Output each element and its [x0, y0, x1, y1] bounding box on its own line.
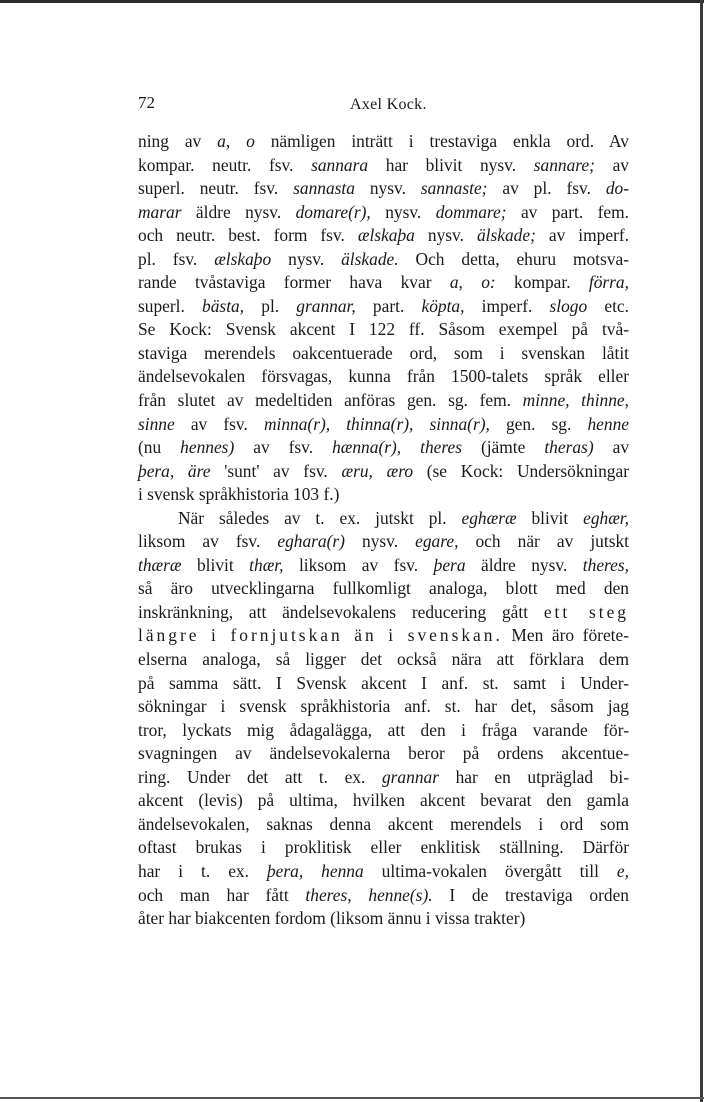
text-run: (se Kock: Undersökningar — [413, 460, 629, 481]
text-run: gen. sg. — [489, 413, 588, 434]
text-line — [138, 365, 629, 389]
text-run: etc. — [587, 295, 629, 316]
italic-term: sannasta — [293, 178, 355, 199]
spaced-emphasis: ett steg — [543, 601, 630, 622]
italic-term: domare(r), — [295, 201, 371, 222]
text-line — [138, 154, 629, 178]
italic-term: minne, thinne, — [522, 390, 630, 411]
text-run: ändelsevokalen försvagas, kunna från 1500-talets språk eller — [138, 366, 629, 387]
text-line — [138, 295, 629, 319]
italic-term: æru, æro — [341, 460, 414, 481]
text-line — [138, 224, 629, 248]
text-run: av part. fem. — [506, 201, 629, 222]
text-run: har blivit nysv. — [368, 154, 534, 175]
text-run: staviga merendels oakcentuerade ord, som i svenskan låtit — [138, 342, 629, 363]
text-run: svagningen av ändelsevokalerna beror på ordens akcentue- — [138, 743, 629, 764]
text-line — [138, 836, 629, 860]
italic-term: sannare; — [533, 154, 595, 175]
text-run: nysv. — [271, 248, 342, 269]
italic-term: grannar — [381, 766, 439, 787]
text-line — [138, 460, 629, 484]
italic-term: ælskaþa — [357, 225, 415, 246]
text-line — [138, 907, 629, 931]
text-line — [138, 130, 629, 154]
text-run: på samma sätt. I Svensk akcent I anf. st. samt i Under- — [138, 672, 629, 693]
text-run: av — [594, 154, 629, 175]
italic-term: eghær, — [583, 507, 629, 528]
italic-term: bästa, — [202, 295, 245, 316]
italic-term: minna(r), thinna(r), sinna(r), — [263, 413, 490, 434]
text-line — [138, 554, 629, 578]
text-line — [138, 695, 629, 719]
text-run: sökningar i svensk språkhistoria anf. st. har det, såsom jag — [138, 696, 629, 717]
italic-term: köpta, — [421, 295, 465, 316]
text-run: kompar. neutr. fsv. — [138, 154, 312, 175]
running-head: Axel Kock. — [350, 96, 427, 113]
text-run: av pl. fsv. — [487, 178, 606, 199]
text-line — [138, 436, 629, 460]
text-run: har en utpräglad bi- — [438, 766, 629, 787]
italic-term: a, o: — [449, 272, 496, 293]
text-line — [138, 530, 629, 554]
text-run: nysv. — [354, 178, 421, 199]
page-bottom-border — [0, 1097, 704, 1099]
text-line — [138, 601, 629, 625]
text-line — [138, 318, 629, 342]
text-run: nysv. — [414, 225, 477, 246]
text-line — [138, 271, 629, 295]
page-top-border — [0, 0, 704, 3]
text-run: från slutet av medeltiden anföras gen. sg. fem. — [138, 390, 523, 411]
text-line — [138, 483, 629, 507]
italic-term: älskade; — [476, 225, 536, 246]
text-run: akcent (levis) på ultima, hvilken akcent bevarat den gamla — [138, 790, 629, 811]
italic-term: sannaste; — [420, 178, 488, 199]
paragraph — [138, 507, 629, 931]
text-run: superl. neutr. fsv. — [138, 178, 294, 199]
italic-term: sinne — [138, 413, 175, 434]
text-run: liksom av fsv. — [283, 554, 434, 575]
paragraph — [138, 130, 629, 507]
italic-term: ælskaþo — [214, 248, 272, 269]
italic-term: hennes) — [180, 437, 235, 458]
text-run: ring. Under det att t. ex. — [138, 766, 382, 787]
text-line — [138, 719, 629, 743]
text-line — [138, 177, 629, 201]
text-line — [138, 342, 629, 366]
text-run: nysv. — [370, 201, 436, 222]
text-run: part. — [355, 295, 422, 316]
text-run: När således av t. ex. jutskt pl. — [178, 507, 462, 528]
text-run: tror, lyckats mig ådagalägga, att den i fråga varande för- — [138, 719, 629, 740]
text-run: pl. fsv. — [138, 248, 215, 269]
text-run: , — [225, 131, 247, 151]
text-run: har i t. ex. — [138, 860, 267, 881]
italic-term: eghæræ — [461, 507, 517, 528]
italic-term: þera, äre — [138, 460, 211, 481]
spaced-emphasis: längre i fornjutskan än i svenskan. — [138, 625, 503, 646]
text-line — [138, 248, 629, 272]
text-run: nysv. — [344, 531, 416, 552]
italic-term: grannar, — [296, 295, 356, 316]
text-run: liksom av fsv. — [138, 531, 278, 552]
text-line — [138, 672, 629, 696]
text-run: I de trestaviga orden — [432, 884, 629, 905]
text-run: nämligen inträtt i trestaviga enkla ord. Av — [254, 131, 629, 151]
italic-term: dommare; — [435, 201, 507, 222]
text-line — [138, 789, 629, 813]
text-line — [138, 648, 629, 672]
text-run: oftast brukas i proklitisk eller enklitisk ställning. Därför — [138, 837, 629, 858]
text-run: i svensk språkhistoria 103 f.) — [138, 484, 340, 505]
italic-term: þera, henna — [266, 860, 364, 881]
text-line — [138, 860, 629, 884]
text-line — [138, 624, 629, 648]
text-run: Och detta, ehuru motsva- — [398, 248, 629, 269]
text-run: ändelsevokalen, saknas denna akcent merendels i ord som — [138, 813, 629, 834]
text-line — [138, 577, 629, 601]
text-run: Men äro förete- — [502, 625, 630, 646]
text-run: och neutr. best. form fsv. — [138, 225, 358, 246]
text-run: av imperf. — [535, 225, 630, 246]
page-number: 72 — [138, 93, 155, 112]
text-run: så äro utvecklingarna fullkomligt analoga, blott med den — [138, 578, 629, 599]
text-run: (jämte — [461, 437, 545, 458]
text-run: och man har fått — [138, 884, 306, 905]
text-run: åter har biakcenten fordom (liksom ännu i vissa trakter) — [138, 908, 526, 929]
italic-term: sannara — [311, 154, 369, 175]
italic-term: theres, henne(s). — [305, 884, 433, 905]
italic-term: a — [217, 131, 226, 151]
italic-term: eghara(r) — [277, 531, 345, 552]
text-line — [138, 507, 629, 531]
text-run: blivit — [181, 554, 250, 575]
italic-term: marar — [138, 201, 182, 222]
text-line — [138, 813, 629, 837]
text-line — [138, 413, 629, 437]
text-line — [138, 742, 629, 766]
text-run: av — [593, 437, 630, 458]
italic-term: do- — [605, 178, 629, 199]
text-run: äldre nysv. — [465, 554, 583, 575]
text-run: 'sunt' av fsv. — [210, 460, 342, 481]
text-run: kompar. — [495, 272, 589, 293]
text-run: imperf. — [464, 295, 550, 316]
italic-term: þera — [433, 554, 466, 575]
italic-term: theras) — [544, 437, 594, 458]
text-line — [138, 884, 629, 908]
italic-term: e, — [616, 860, 629, 881]
text-run: och när av jutskt — [458, 531, 629, 552]
italic-term: älskade. — [341, 248, 399, 269]
text-run: (nu — [138, 437, 181, 458]
italic-term: förra, — [588, 272, 629, 293]
italic-term: o — [246, 131, 255, 151]
text-run: inskränkning, att ändelsevokalens reducering gått — [138, 601, 544, 622]
text-line — [138, 389, 629, 413]
text-run: av fsv. — [234, 437, 333, 458]
italic-term: egare, — [415, 531, 459, 552]
text-run: pl. — [244, 295, 297, 316]
text-line — [138, 766, 629, 790]
text-run: elserna analoga, så ligger det också nära att förklara dem — [138, 649, 629, 670]
text-run: äldre nysv. — [181, 201, 296, 222]
italic-term: thæræ — [138, 554, 182, 575]
text-run: av fsv. — [174, 413, 264, 434]
italic-term: hænna(r), theres — [332, 437, 462, 458]
text-run: ning av — [138, 131, 218, 151]
text-line — [138, 201, 629, 225]
body-text — [138, 130, 629, 931]
text-run: rande tvåstaviga former hava kvar — [138, 272, 450, 293]
page-right-border — [700, 0, 703, 1102]
text-run: ultima-vokalen övergått till — [363, 860, 617, 881]
italic-term: slogo — [549, 295, 588, 316]
text-run: blivit — [516, 507, 584, 528]
italic-term: henne — [587, 413, 629, 434]
text-run: Se Kock: Svensk akcent I 122 ff. Såsom exempel på två- — [138, 319, 629, 340]
text-run: superl. — [138, 295, 203, 316]
italic-term: theres, — [582, 554, 629, 575]
italic-term: thær, — [249, 554, 284, 575]
